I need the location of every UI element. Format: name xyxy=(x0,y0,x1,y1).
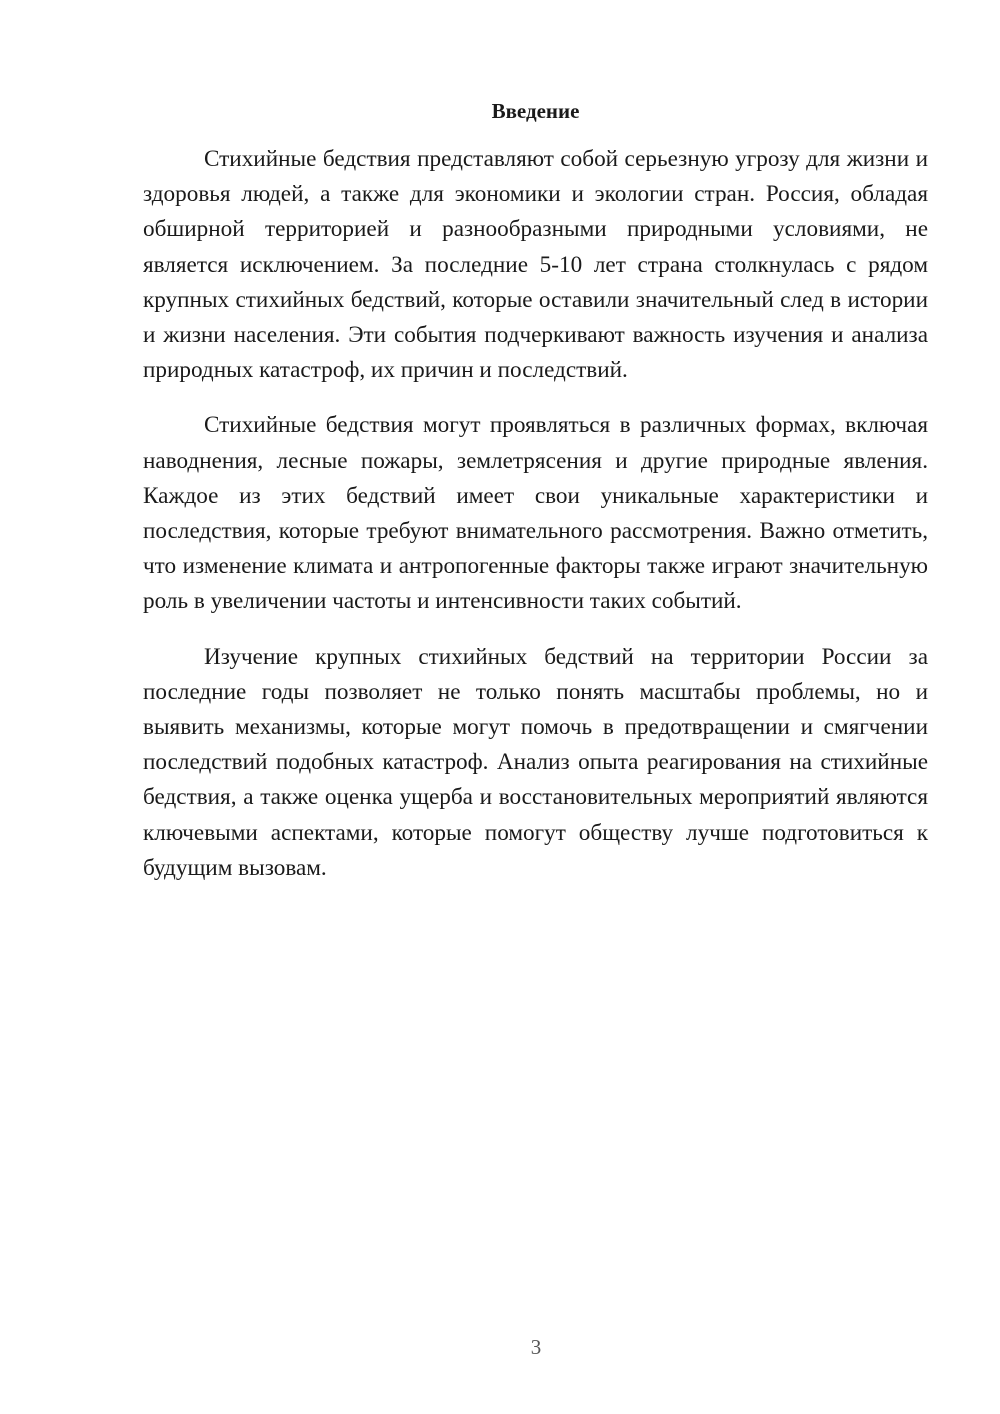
body-text xyxy=(143,142,928,906)
paragraph-1: Стихийные бедствия представляют собой серьезную угрозу для жизни и здоровья людей, а также для экономики и экологии стран. Россия, обладая обширной территорией и разнообразными природными условиями, не является исключением. За последние 5-10 лет страна столкнулась с рядом крупных стихийных бедствий, которые оставили значительный след в истории и жизни населения. Эти события подчеркивают важность изучения и анализа природных катастроф, их причин и последствий. xyxy=(143,146,928,384)
page-number: 3 xyxy=(530,1335,542,1359)
section-title: Введение xyxy=(491,99,580,123)
paragraph-2: Стихийные бедствия могут проявляться в различных формах, включая наводнения, лесные пожары, землетрясения и другие природные явления. Каждое из этих бедствий имеет свои уникальные характеристики и последствия, которые требуют внимательного рассмотрения. Важно отметить, что изменение климата и антропогенные факторы также играют значительную роль в увеличении частоты и интенсивности таких событий. xyxy=(143,412,928,615)
paragraph-3: Изучение крупных стихийных бедствий на территории России за последние годы позволяет не только понять масштабы проблемы, но и выявить механизмы, которые могут помочь в предотвращении и смягчении последствий подобных катастроф. Анализ опыта реагирования на стихийные бедствия, а также оценка ущерба и восстановительных мероприятий являются ключевыми аспектами, которые помогут обществу лучше подготовиться к будущим вызовам. xyxy=(143,643,928,881)
